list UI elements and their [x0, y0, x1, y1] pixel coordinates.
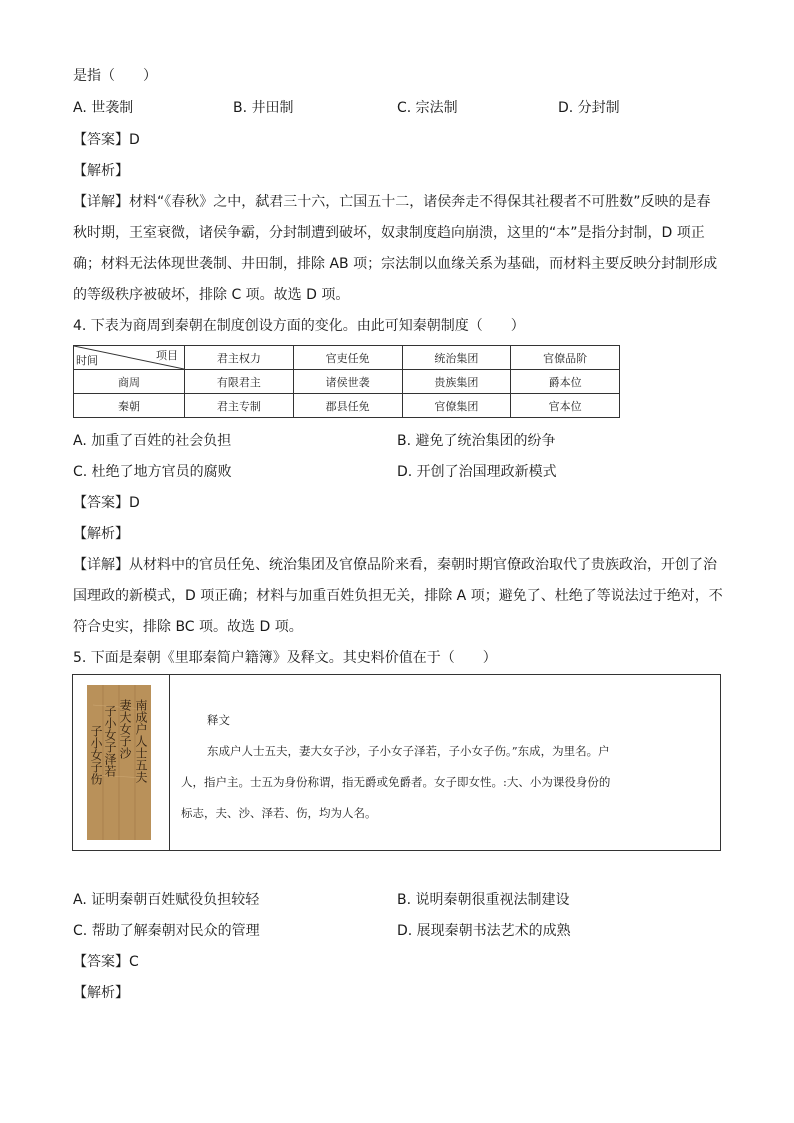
- transcription-text: [181, 705, 711, 829]
- table-cell: 官僚集团: [402, 394, 511, 418]
- answer-tag: 【答案】: [73, 132, 129, 148]
- q3-detail-line: 【详解】材料“《春秋》之中，弑君三十六，亡国五十二，诸侯奔走不得保其社稷者不可胜数”反映的是春: [73, 194, 711, 210]
- table-cell: 贵族集团: [402, 370, 511, 394]
- corner-label-item: 项目: [156, 349, 178, 362]
- q4-detail-line: 【详解】从材料中的官员任免、统治集团及官僚品阶来看，秦朝时期官僚政治取代了贵族政治，开创了治: [73, 557, 717, 573]
- slip-column: 子小女子泽若: [103, 705, 117, 777]
- q3-option-c[interactable]: C. 宗法制: [397, 100, 458, 116]
- table-row: [74, 394, 620, 418]
- table-period-cell: 商周: [74, 370, 185, 394]
- q4-detail-line: 国理政的新模式，D 项正确；材料与加重百姓负担无关，排除 A 项；避免了、杜绝了等说法过于绝对，不: [73, 588, 723, 604]
- q3-option-d[interactable]: D. 分封制: [558, 100, 620, 116]
- q4-detail-line: 符合史实，排除 BC 项。故选 D 项。: [73, 619, 303, 635]
- bamboo-slip-image: [87, 685, 151, 840]
- table-cell: 爵本位: [511, 370, 620, 394]
- q5-answer: [73, 952, 139, 972]
- slip-column: 妻大女子沙: [118, 699, 132, 759]
- q4-answer: [73, 493, 140, 513]
- corner-label-time: 时间: [76, 354, 98, 367]
- q5-option-d[interactable]: D. 展现秦朝书法艺术的成熟: [397, 923, 571, 939]
- q3-stem-end: 是指（ ）: [73, 68, 157, 84]
- q3-detail-line: 的等级秩序被破坏，排除 C 项。故选 D 项。: [73, 287, 350, 303]
- q4-option-a[interactable]: A. 加重了百姓的社会负担: [73, 433, 232, 449]
- q3-detail-line: 秋时期，王室衰微，诸侯争霸，分封制遭到破坏，奴隶制度趋向崩溃，这里的“本”是指分封制，D 项正: [73, 225, 705, 241]
- table-header-cell: 官吏任免: [293, 346, 402, 370]
- table-header-cell: 官僚品阶: [511, 346, 620, 370]
- table-cell: 有限君主: [185, 370, 294, 394]
- transcription-line: 标志，夫、沙、泽若、伤，均为人名。: [181, 806, 377, 820]
- answer-tag: 【答案】: [73, 495, 129, 511]
- table-period-cell: 秦朝: [74, 394, 185, 418]
- slip-column: 南成户人士五夫: [134, 699, 148, 783]
- table-row: [74, 370, 620, 394]
- q4-option-c[interactable]: C. 杜绝了地方官员的腐败: [73, 464, 232, 480]
- q4-comparison-table: [73, 345, 620, 418]
- q3-analysis-label: 【解析】: [73, 163, 129, 179]
- answer-value: C: [129, 954, 139, 970]
- table-header-cell: 统治集团: [402, 346, 511, 370]
- answer-tag: 【答案】: [73, 954, 129, 970]
- q3-answer: [73, 130, 140, 150]
- q4-analysis-label: 【解析】: [73, 526, 129, 542]
- transcription-line: 东成户人士五夫，妻大女子沙，子小女子泽若，子小女子伤。”东成，为里名。户: [207, 744, 610, 758]
- table-cell: 诸侯世袭: [293, 370, 402, 394]
- q5-option-a[interactable]: A. 证明秦朝百姓赋役负担较轻: [73, 892, 260, 908]
- table-header-row: [74, 346, 620, 370]
- q4-option-d[interactable]: D. 开创了治国理政新模式: [397, 464, 557, 480]
- q3-option-b[interactable]: B. 井田制: [233, 100, 294, 116]
- q3-option-a[interactable]: A. 世袭制: [73, 100, 134, 116]
- answer-value: D: [129, 132, 140, 148]
- transcription-line: 人，指户主。士五为身份称谓，指无爵或免爵者。女子即女性。:大、小为课役身份的: [181, 775, 611, 789]
- q5-analysis-label: 【解析】: [73, 985, 129, 1001]
- q5-option-c[interactable]: C. 帮助了解秦朝对民众的管理: [73, 923, 260, 939]
- answer-value: D: [129, 495, 140, 511]
- table-cell: 君主专制: [185, 394, 294, 418]
- table-cell: 郡县任免: [293, 394, 402, 418]
- q4-option-b[interactable]: B. 避免了统治集团的纷争: [397, 433, 556, 449]
- transcription-title: 释文: [207, 713, 230, 727]
- q5-option-b[interactable]: B. 说明秦朝很重视法制建设: [397, 892, 570, 908]
- table-header-cell: 君主权力: [185, 346, 294, 370]
- slip-column: 子小女子伤: [89, 725, 103, 785]
- table-cell: 官本位: [511, 394, 620, 418]
- q4-stem: 4. 下表为商周到秦朝在制度创设方面的变化。由此可知秦朝制度（ ）: [73, 318, 525, 334]
- q3-detail-line: 确；材料无法体现世袭制、井田制，排除 AB 项；宗法制以血缘关系为基础，而材料主要反映分封制形成: [73, 256, 718, 272]
- q5-stem: 5. 下面是秦朝《里耶秦简户籍簿》及释文。其史料价值在于（ ）: [73, 650, 497, 666]
- table-corner-cell: [74, 346, 185, 370]
- figure-divider: [169, 675, 170, 850]
- q5-figure-box: [72, 674, 721, 851]
